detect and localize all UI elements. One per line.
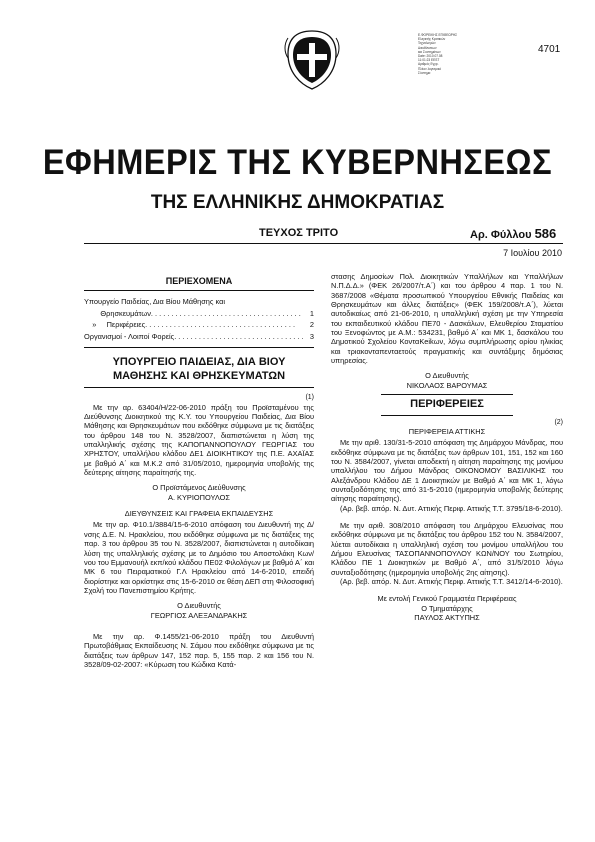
toc-label: Οργανισμοί - Λοιποί Φορείς [84, 331, 175, 341]
contents-divider [84, 290, 314, 291]
stamp-line: και Συστημάτων [418, 49, 441, 54]
toc-leader: . . . . . . . . . . . . . . . . . . . . . . . . . . . . . . . . . . . . . [150, 308, 301, 318]
gazette-title: ΕΦΗΜΕΡΙΣ ΤΗΣ ΚΥΒΕΡΝΗΣΕΩΣ [42, 143, 553, 182]
page-number: 4701 [538, 44, 561, 55]
item3-text: Με την αρ. Φ.1455/21-06-2010 πράξη του Διευθυντή Πρωτοβάθμιας Εκπαίδευσης Ν. Σάμου που εκδόθηκε σύμφωνα με τις διατάξεις των άρθρων 147, 152 παρ. 5, 155 παρ. 2 και 156 του Ν. 3528/09-02-2007: «Κύρωση του Κώδικα Κατά- [84, 631, 314, 669]
digital-signature-stamp [418, 33, 480, 75]
item1-sign-name: Α. ΚΥΡΙΟΠΟΥΛΟΣ [168, 492, 230, 502]
stamp-line: Date: 2010.07.08 [418, 54, 443, 59]
item2-text: Με την αρ. Φ10.1/3884/15-6-2010 απόφαση του Διευθυντή της Δ/νσης Δ.Ε. Ν. Ηρακλείου, που εκδόθηκε σύμφωνα με τις διατάξεις της παρ. 3 του άρθρου 35 του Ν. 3528/2007, διαπιστώνεται η αυτοδίκαιη λύση της υπαλληλικής σχέσης με το Δημόσιο του Αποστολάκη Κων/νου του Εμμανουήλ εκπ/κού κλάδου ΠΕ02 Φιλολόγων με βαθμό Α΄ και ΜΚ 6 του Πειραματικού Γ.Λ Ηρακλείου από 14-6-2010, επειδή διορίστηκε και ορκίστηκε στις 15-6-2010 σε θέση ΔΕΠ στη Φιλοσοφική Σχολή του Πανεπιστημίου Κρήτης. [84, 520, 314, 595]
closing-line: Με εντολή Γενικού Γραμματέα Περιφέρειας [377, 594, 517, 604]
toc-page: 3 [309, 331, 314, 341]
closing-name: ΠΑΥΛΟΣ ΑΚΤΥΠΗΣ [414, 613, 480, 623]
item5-text: Με την αριθ. 308/2010 απόφαση του Δημάρχου Ελευσίνας που εκδόθηκε σύμφωνα με τις διατάξεις του άρθρου 152 του Ν. 3584/2007, λύεται αυτοδίκαια η υπαλληλική σχέση του μονίμου υπαλλήλου του Δήμου Ελευσίνας ΤΑΣΟΠΑΝΝΟΠΟΥΛΟΥ ΚΩΝ/ΝΟΥ του Σωτηρίου, Κλάδου ΠΕ 1 Διοικητικών με Βαθμό Α΄, από 31/5/2010 λόγω συνταξιοδότησης (ημερομηνία υποβολής 2ης αίτησης). [331, 521, 563, 577]
toc-label: » Περιφέρειες [84, 320, 146, 330]
item5-reference: (Αρ. βεβ. απόρ. Ν. Δυτ. Αττικής Περιφ. Αττικής Τ.Τ. 3412/14-6-2010). [340, 577, 563, 587]
toc-leader: . . . . . . . . . . . . . . . . . . . . . . . . . . . . . . . . [174, 331, 304, 341]
ministry-divider [84, 387, 314, 388]
issue-date: 7 Ιουλίου 2010 [503, 248, 562, 258]
sheet-label: Αρ. Φύλλου [470, 229, 532, 241]
toc-page: 2 [309, 320, 314, 330]
toc-row [84, 319, 314, 331]
item4-text: Με την αριθ. 130/31-5-2010 απόφαση της Δημάρχου Μάνδρας, που εκδόθηκε σύμφωνα με τις διατάξεις των άρθρων 101, 151, 152 και 160 του Ν. 3584/2007, γίνεται αποδεκτή η αίτηση παραίτησης της μονίμου υπαλλήλου του Δήμου Μάνδρας ΟΙΚΟΝΟΜΟΥ ΒΑΣΙΛΙΚΗΣ του Αλεξάνδρου Κλάδου ΔΕ 1 Διοικητικών με Βαθμό Α΄ και ΜΚ 1, λόγω συνταξιοδότησης της από 31-5-2010 (ημερομηνία υποβολής δεύτερης αίτησης παραίτησης). [331, 438, 563, 504]
item3-sign-name: ΝΙΚΟΛΑΟΣ ΒΑΡΟΥΜΑΣ [406, 380, 488, 390]
stamp-line: 11:01:23 EEST [418, 58, 440, 63]
toc-leader: . . . . . . . . . . . . . . . . . . . . . . . . . . . . . . . . . . . . . [145, 320, 296, 330]
regions-divider-top [381, 394, 513, 395]
stamp-line: Ε.ΦΟΡΕΙΚΗΣ ΕΠΙΘΕΩΡΗΣ [418, 33, 458, 37]
closing-role: Ο Τμηματάρχης [421, 603, 473, 613]
stamp-line: Τεχνολογιών [418, 41, 436, 46]
section2-heading: ΔΙΕΥΘΥΝΣΕΙΣ ΚΑΙ ΓΡΑΦΕΙΑ ΕΚΠΑΙΔΕΥΣΗΣ [124, 509, 274, 519]
item3-sign-role: Ο Διευθυντής [425, 371, 469, 381]
sheet-number-block [470, 226, 556, 241]
item1-sign-role: Ο Προϊστάμενος Διεύθυνσης [152, 483, 246, 493]
right-column [331, 272, 563, 623]
left-column [84, 277, 314, 669]
stamp-line: Διευθύνσεων [418, 45, 437, 50]
regions-heading: ΠΕΡΙΦΕΡΕΙΕΣ [410, 398, 484, 411]
issue-label: ΤΕΥΧΟΣ ΤΡΙΤΟ [259, 227, 339, 239]
toc-label: Υπουργείο Παιδείας, Δια Βίου Μάθησης και [84, 297, 226, 307]
header-divider [84, 243, 563, 244]
stamp-line: Ελεγκτής Κρατικών [418, 37, 446, 42]
toc-row [84, 296, 314, 308]
contents-bottom-divider [84, 347, 314, 348]
toc-page: 1 [309, 308, 314, 318]
item1-text: Με την αρ. 63404/Η/22-06-2010 πράξη του Προϊσταμένου της Διεύθυνσης Διοικητικού της Κ.Υ. του Υπουργείου Παιδείας, Δια Βίου Μάθησης και Θρησκευμάτων που εκδόθηκε σύμφωνα με τις διατάξεις του άρθρου 148 του Ν. 3528/2007, διαπιστώνεται η λύση της υπαλληλικής σχέσης της ΚΑΠΟΠΑΝΝΟΠΟΥΛΟΥ ΓΕΩΡΓΙΑΣ του ΧΡΗΣΤΟΥ, υπαλλήλου κλάδου ΔΕ1 ΔΙΟΙΚΗΤΙΚΟΥ της Π.Ε. ΑΧΑΪΑΣ με βαθμό Α΄ και Μ.Κ.2 από 31/05/2010, ημερομηνία υποβολής της δεύτερης αίτησης παραίτησής της. [84, 402, 314, 478]
toc-row [84, 331, 314, 343]
item2-sign-role: Ο Διευθυντής [177, 601, 221, 611]
gazette-subtitle: ΤΗΣ ΕΛΛΗΝΙΚΗΣ ΔΗΜΟΚΡΑΤΙΑΣ [150, 192, 445, 213]
item2-sign-name: ΓΕΩΡΓΙΟΣ ΑΛΕΞΑΝΔΡΑΚΗΣ [150, 610, 248, 620]
contents-heading: ΠΕΡΙΕΧΟΜΕΝΑ [165, 276, 233, 286]
item4-reference: (Αρ. βεβ. απόρ. Ν. Δυτ. Αττικής Περιφ. Αττικής Τ.Τ. 3795/18-6-2010). [340, 503, 563, 513]
stamp-line: Αριθμός Εγγρ. [418, 62, 439, 67]
item-number: (1) [305, 394, 314, 402]
ministry-heading: ΥΠΟΥΡΓΕΙΟ ΠΑΙΔΕΙΑΣ, ΔΙΑ ΒΙΟΥ ΜΑΘΗΣΗΣ ΚΑΙ ΘΡΗΣΚΕΥΜΑΤΩΝ [112, 356, 286, 382]
region-heading: ΠΕΡΙΦΕΡΕΙΑ ΑΤΤΙΚΗΣ [408, 426, 486, 436]
toc-row [84, 308, 314, 320]
item3-continuation: στασης Δημοσίων Πολ. Διοικητικών Υπαλλήλων και Υπαλλήλων Ν.Π.Δ.Δ.» (ΦΕΚ 26/2007/τ.Α΄) και του άρθρου 4 παρ. 1 του Ν. 3687/2008 «Θέματα προσωπικού Υπουργείου Εθνικής Παιδείας και Θρησκευμάτων και άλλες διατάξεις» (ΦΕΚ 159/2008/τ.Α΄), λύεται αυτοδικαίως από 21-06-2010, η υπαλληλική σχέση με την Υπηρεσία του εκπαιδευτικού κλάδου ΠΕ70 - Δασκάλων, Ελευθερίου Σταματίου του Ξενοφώντος με Α.Μ.: 534231, βαθμό Α΄ και ΜΚ 1, δασκάλου του Δημοτικού Σχολείου ΚονταKeikων, λόγω συμπλήρωσης ορίου ηλικίας και τριακονταπενταετούς πραγματικής και συντάξιμης δημόσιας υπηρεσίας. [331, 272, 563, 366]
stamp-line: Πλέον λογισμικό [418, 66, 442, 71]
toc-label: Θρησκευμάτων [84, 308, 151, 318]
stamp-line: Σύστημα [418, 70, 431, 75]
regions-divider-bottom [381, 415, 513, 416]
sheet-number: 586 [534, 226, 557, 241]
item-number: (2) [554, 418, 563, 426]
greek-coat-of-arms-emblem [282, 28, 342, 92]
